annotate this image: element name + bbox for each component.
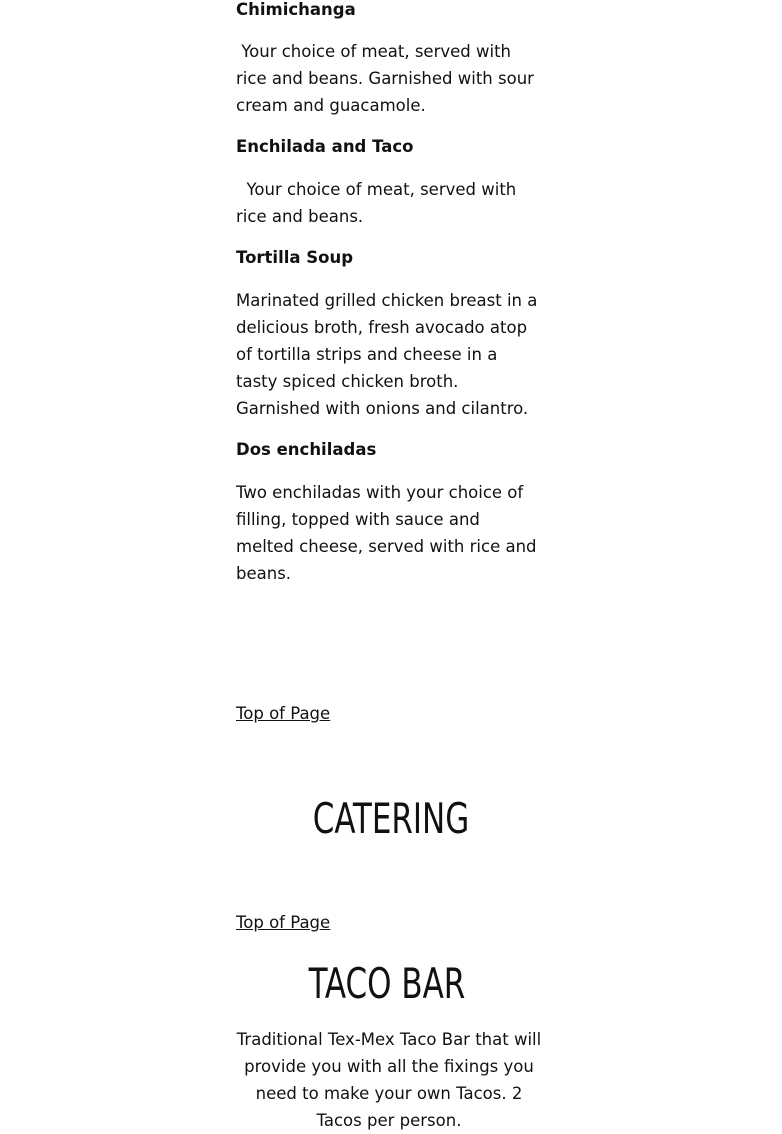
menu-item-title: Dos enchiladas [236,440,377,459]
taco-bar-description: Traditional Tex-Mex Taco Bar that will provide you with all the fixings you need to make your own Tacos. 2 Tacos per person. [236,1030,542,1130]
top-of-page-link[interactable]: Top of Page [236,913,331,932]
menu-item-description: Marinated grilled chicken breast in a delicious broth, fresh avocado atop of tortilla strips and cheese in a tasty spiced chicken broth. Garnished with onions and cilantro. [236,291,543,418]
menu-item-title: Chimichanga [236,0,356,19]
menu-item-title: Tortilla Soup [236,248,354,267]
taco-bar-heading: TACO BAR [308,959,466,1008]
menu-item-description: Two enchiladas with your choice of filling, topped with sauce and melted cheese, served with rice and beans. [236,483,542,583]
menu-item-description: Your choice of meat, served with rice and beans. [236,180,522,226]
catering-heading: CATERING [312,794,470,843]
menu-item-title: Enchilada and Taco [236,137,414,156]
menu-item-description: Your choice of meat, served with rice and beans. Garnished with sour cream and guacamole. [236,42,540,115]
top-of-page-link[interactable]: Top of Page [236,704,331,723]
